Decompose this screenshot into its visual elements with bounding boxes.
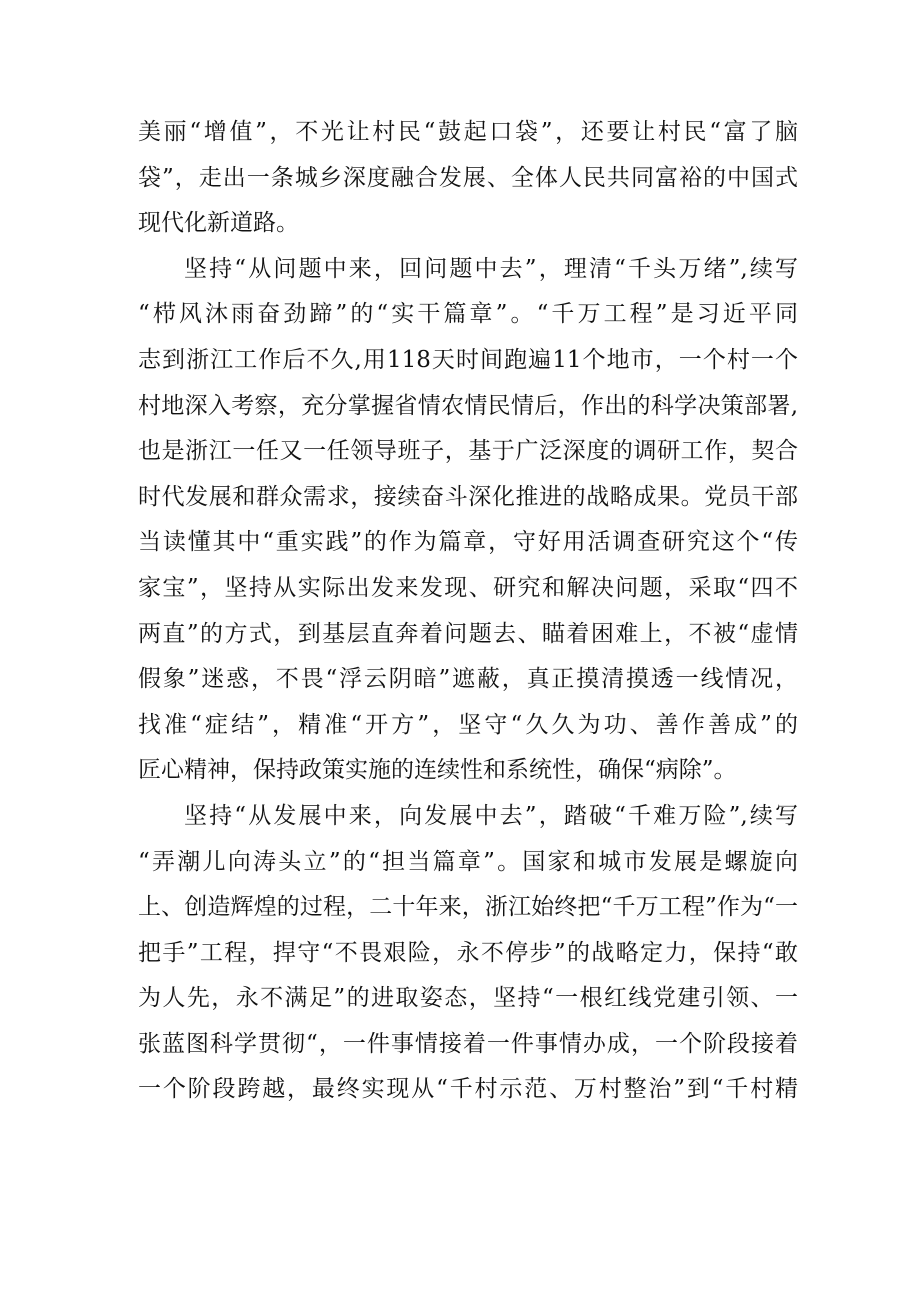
text-line: 找准“症结”，精准“开方”，坚守“久久为功、善作善成”的 [138, 711, 798, 738]
text-line: 时代发展和群众需求，接续奋斗深化推进的战略成果。党员干部 [138, 483, 798, 510]
text-line: 一个阶段跨越，最终实现从“千村示范、万村整治”到“千村精 [138, 1076, 798, 1103]
text-line: “栉风沐雨奋劲蹄”的“实干篇章”。“千万工程”是习近平同 [138, 301, 798, 328]
text-line: 也是浙江一任又一任领导班子，基于广泛深度的调研工作，契合 [138, 438, 798, 465]
text-line: 村地深入考察，充分掌握省情农情民情后，作出的科学决策部署, [138, 392, 798, 419]
text-line: 匠心精神，保持政策实施的连续性和系统性，确保“病除”。 [138, 757, 737, 784]
text-line: 为人先，永不满足”的进取姿态，坚持“一根红线党建引领、一 [138, 985, 798, 1012]
text-line: 假象”迷惑，不畏“浮云阴暗”遮蔽，真正摸清摸透一线情况， [138, 666, 798, 693]
text-line: 把手”工程，捍守“不畏艰险，永不停步”的战略定力，保持“敢 [138, 939, 798, 966]
body-text [138, 110, 798, 1113]
text-line: 袋”，走出一条城乡深度融合发展、全体人民共同富裕的中国式 [138, 164, 798, 191]
text-line: 张蓝图科学贯彻“，一件事情接着一件事情办成，一个阶段接着 [138, 1030, 798, 1057]
text-line: 两直”的方式，到基层直奔着问题去、瞄着困难上，不被“虚情 [138, 620, 798, 647]
paragraph-first-line: 坚持“从发展中来，向发展中去”，踏破“千难万险”,续写 [184, 802, 798, 829]
text-line: 志到浙江工作后不久,用118天时间跑遍11个地市，一个村一个 [138, 346, 798, 373]
text-line: 当读懂其中“重实践”的作为篇章，守好用活调查研究这个“传 [138, 529, 798, 556]
text-line: 美丽“增值”，不光让村民“鼓起口袋”，还要让村民“富了脑 [138, 119, 798, 145]
paragraph-first-line: 坚持“从问题中来，回问题中去”，理清“千头万绪”,续写 [184, 255, 798, 282]
text-line: 上、创造辉煌的过程，二十年来，浙江始终把“千万工程”作为“一 [138, 894, 798, 921]
text-line: 现代化新道路。 [138, 210, 299, 237]
text-line: 家宝”，坚持从实际出发来发现、研究和解决问题，采取“四不 [138, 574, 798, 601]
text-line: “弄潮儿向涛头立”的“担当篇章”。国家和城市发展是螺旋向 [138, 848, 798, 875]
